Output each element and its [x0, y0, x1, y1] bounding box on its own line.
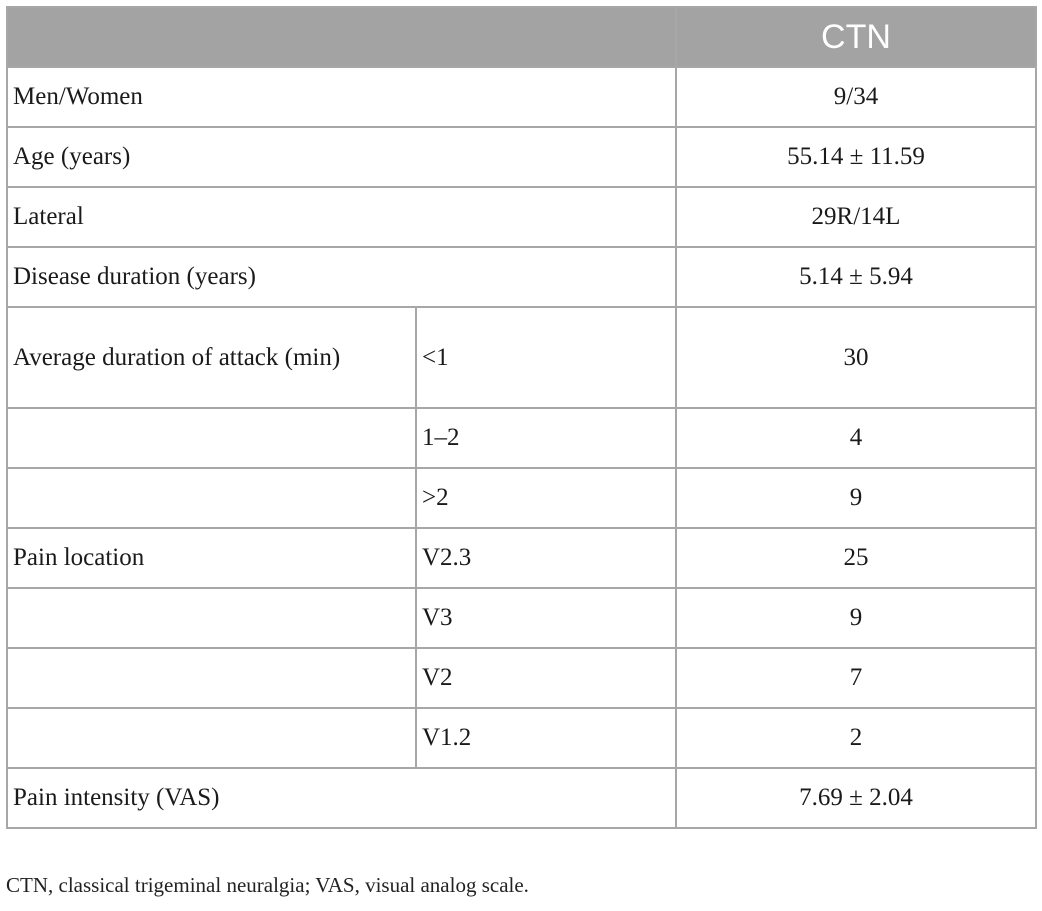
- characteristics-table: [6, 6, 1037, 829]
- row-value: 7.69 ± 2.04: [676, 768, 1036, 828]
- row-value: 55.14 ± 11.59: [676, 127, 1036, 187]
- table-row: [7, 648, 1036, 708]
- row-label: Lateral: [7, 187, 676, 247]
- empty-cell: [7, 588, 416, 648]
- table-row: [7, 408, 1036, 468]
- row-value: 9: [676, 468, 1036, 528]
- table-row: [7, 768, 1036, 828]
- empty-cell: [7, 408, 416, 468]
- row-label: Pain intensity (VAS): [7, 768, 676, 828]
- row-value: 4: [676, 408, 1036, 468]
- row-label: Pain location: [7, 528, 416, 588]
- row-value: 2: [676, 708, 1036, 768]
- header-blank-cell: [7, 7, 676, 67]
- table-row: [7, 528, 1036, 588]
- row-value: 30: [676, 307, 1036, 408]
- row-value: 29R/14L: [676, 187, 1036, 247]
- table-row: [7, 127, 1036, 187]
- empty-cell: [7, 648, 416, 708]
- row-label: Average duration of attack (min): [7, 307, 416, 408]
- row-label: Age (years): [7, 127, 676, 187]
- table-footnote: CTN, classical trigeminal neuralgia; VAS, visual analog scale.: [6, 873, 529, 897]
- row-sublabel: 1–2: [416, 408, 676, 468]
- row-sublabel: V3: [416, 588, 676, 648]
- header-row: [7, 7, 1036, 67]
- table-row: [7, 468, 1036, 528]
- row-value: 9/34: [676, 67, 1036, 127]
- row-sublabel: <1: [416, 307, 676, 408]
- header-ctn-cell: CTN: [676, 7, 1036, 67]
- row-value: 5.14 ± 5.94: [676, 247, 1036, 307]
- empty-cell: [7, 708, 416, 768]
- row-label: Men/Women: [7, 67, 676, 127]
- table-row: [7, 307, 1036, 408]
- table-row: [7, 247, 1036, 307]
- row-value: 25: [676, 528, 1036, 588]
- row-value: 7: [676, 648, 1036, 708]
- row-sublabel: >2: [416, 468, 676, 528]
- row-sublabel: V1.2: [416, 708, 676, 768]
- row-sublabel: V2.3: [416, 528, 676, 588]
- table-row: [7, 187, 1036, 247]
- empty-cell: [7, 468, 416, 528]
- row-sublabel: V2: [416, 648, 676, 708]
- row-label: Disease duration (years): [7, 247, 676, 307]
- row-value: 9: [676, 588, 1036, 648]
- table-row: [7, 708, 1036, 768]
- table-row: [7, 588, 1036, 648]
- table-row: [7, 67, 1036, 127]
